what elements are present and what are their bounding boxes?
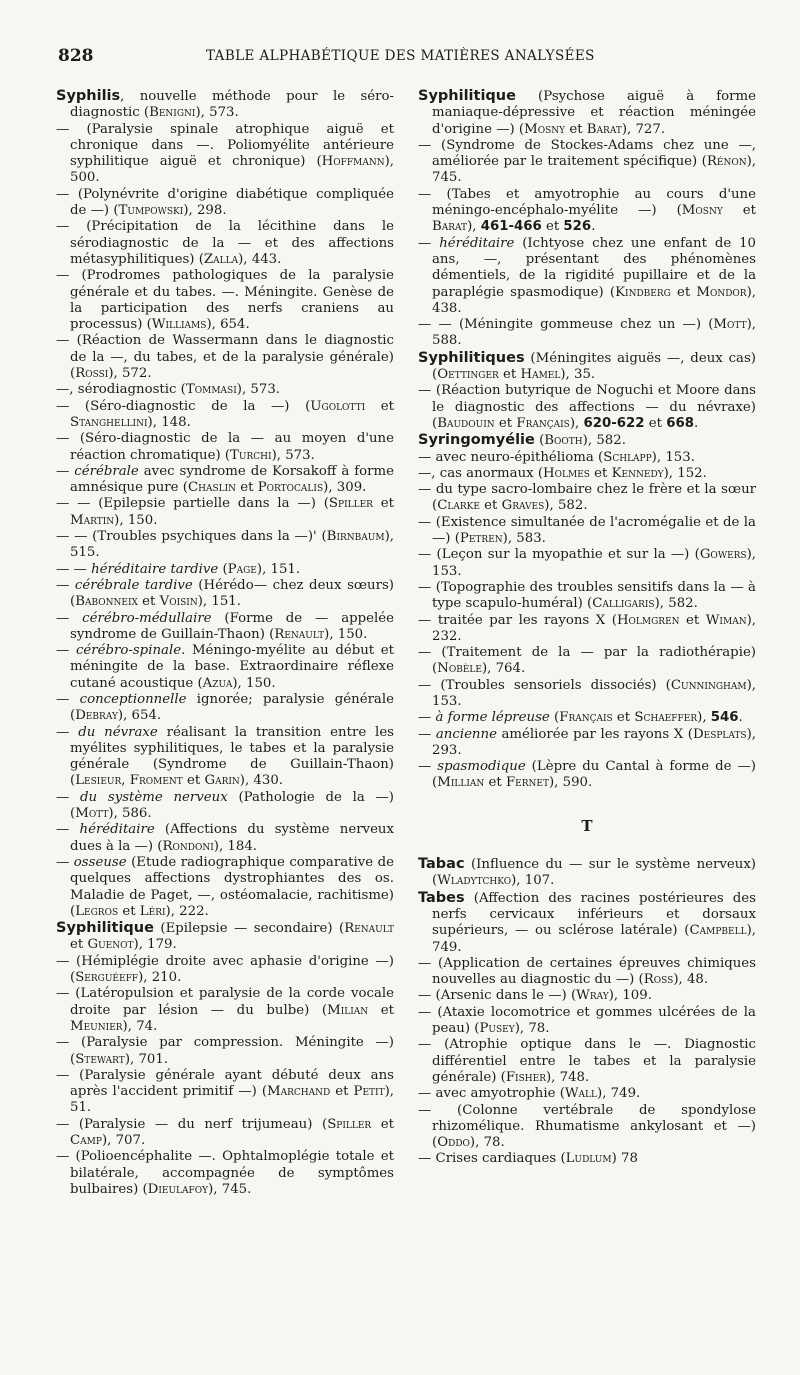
index-entry: — — héréditaire tardive (Page), 151.	[56, 561, 301, 577]
index-entry: — Crises cardiaques (Ludlum) 78	[418, 1151, 638, 1167]
index-entry: — avec neuro-épithélioma (Schlapp), 153.	[418, 449, 695, 465]
index-entry: — cérébro-spinale. Méningo-myélite au début et méningite de la base. Extraordinaire réflexe cutané acoustique (Azua), 150.	[56, 643, 394, 691]
index-entry: — traitée par les rayons X (Holmgren et Wiman), 232.	[418, 612, 756, 644]
index-entry: — (Paralysie par compression. Méningite —) (Stewart), 701.	[56, 1035, 394, 1067]
index-entry: Syphilitique (Psychose aiguë à forme maniaque-dépressive et réaction méningée d'origine —) (Mosny et Barat), 727.	[418, 88, 756, 137]
page-number: 828	[58, 46, 94, 66]
index-entry: — (Paralysie — du nerf trijumeau) (Spiller et Camp), 707.	[56, 1116, 394, 1148]
index-entry: — (Réaction de Wassermann dans le diagnostic de la —, du tabes, et de la paralysie générale) (Rossi), 572.	[56, 333, 394, 382]
index-entry: — à forme lépreuse (Français et Schaeffer), 546.	[418, 710, 743, 726]
index-entry: — (Hémiplégie droite avec aphasie d'origine —) (Serguéeff), 210.	[56, 953, 394, 986]
page-title: TABLE ALPHABÉTIQUE DES MATIÈRES ANALYSÉES	[206, 48, 595, 64]
index-entry: — (Ataxie locomotrice et gommes ulcérées de la peau) (Pusey), 78.	[418, 1004, 756, 1037]
index-entry: Syringomyélie (Booth), 582.	[418, 432, 626, 449]
index-entry: — ancienne améliorée par les rayons X (Desplats), 293.	[418, 726, 756, 758]
index-entry: — (Paralysie générale ayant débuté deux ans après l'accident primitif —) (Marchand et Petit), 51.	[56, 1067, 394, 1116]
index-entry: — (Application de certaines épreuves chimiques nouvelles au diagnostic du —) (Ross), 48.	[418, 955, 756, 988]
index-entry: — cérébrale avec syndrome de Korsakoff à forme amnésique pure (Chaslin et Portocalis), 309.	[56, 463, 394, 496]
index-entry: — du système nerveux (Pathologie de la —) (Mott), 586.	[56, 789, 394, 822]
index-entry: —, sérodiagnostic (Tommasi), 573.	[56, 382, 281, 398]
index-entry: — (Atrophie optique dans le —. Diagnostic différentiel entre le tabes et la paralysie générale) (Fisher), 748.	[418, 1037, 756, 1085]
index-entry: — spasmodique (Lèpre du Cantal à forme de —) (Millian et Fernet), 590.	[418, 759, 756, 791]
index-entry: — (Leçon sur la myopathie et sur la —) (Gowers), 153.	[418, 547, 756, 579]
index-entry: — (Polynévrite d'origine diabétique compliquée de —) (Tumpowski), 298.	[56, 186, 394, 219]
index-entry: — (Polioencéphalite —. Ophtalmoplégie totale et bilatérale, accompagnée de symptômes bulbaires) (Dieulafoy), 745.	[56, 1149, 394, 1197]
index-entry: — — (Méningite gommeuse chez un —) (Mott), 588.	[418, 317, 756, 349]
section-letter: T	[581, 816, 593, 835]
index-entry: — (Topographie des troubles sensitifs dans la — à type scapulo-huméral) (Calligaris), 582.	[418, 579, 756, 612]
index-entry: Syphilis, nouvelle méthode pour le séro-diagnostic (Benigni), 573.	[56, 88, 394, 121]
index-entry: — avec amyotrophie (Wall), 749.	[418, 1086, 641, 1102]
running-header	[58, 44, 604, 74]
index-entry: — — (Troubles psychiques dans la —)' (Birnbaum), 515.	[56, 529, 394, 561]
index-entry: — (Prodromes pathologiques de la paralysie générale et du tabes. —. Méningite. Genèse de la participation des nerfs craniens au processus) (Williams), 654.	[56, 268, 394, 333]
index-entry: — cérébrale tardive (Hérédo— chez deux sœurs) (Babonneix et Voisin), 151.	[56, 577, 394, 610]
index-entry: — (Traitement de la — par la radiothérapie) (Nobèle), 764.	[418, 645, 756, 677]
index-entry: — — (Epilepsie partielle dans la —) (Spiller et Martin), 150.	[56, 496, 394, 528]
index-entry: — héréditaire (Ichtyose chez une enfant de 10 ans, —, présentant des phénomènes démentiels, de la rigidité pupillaire et de la paraplégie spasmodique) (Kindberg et Mondor), 438.	[418, 235, 756, 316]
index-entry: —, cas anormaux (Holmes et Kennedy), 152.	[418, 465, 707, 481]
index-entry: — conceptionnelle ignorée; paralysie générale (Debray), 654.	[56, 691, 394, 724]
index-entry: — osseuse (Etude radiographique comparative de quelques affections dystrophiantes des os. Maladie de Paget, —, ostéomalacie, rachitisme) (Legros et Léri), 222.	[56, 854, 394, 919]
index-entry: — (Tabes et amyotrophie au cours d'une méningo-encéphalo-myélite —) (Mosny et Barat), 461-466 et 526.	[418, 186, 756, 235]
index-entry: — (Précipitation de la lécithine dans le sérodiagnostic de la — et des affections métasyphilitiques) (Zalla), 443.	[56, 219, 394, 267]
index-entry: — (Séro-diagnostic de la —) (Ugolotti et Stanghellini), 148.	[56, 398, 394, 430]
index-entry: — (Troubles sensoriels dissociés) (Cunningham), 153.	[418, 677, 756, 709]
index-entry: Syphilitiques (Méningites aiguës —, deux cas) (Oettinger et Hamel), 35.	[418, 349, 756, 383]
left-column	[56, 88, 394, 1198]
index-entry: — (Séro-diagnostic de la — au moyen d'une réaction chromatique) (Turchi), 573.	[56, 431, 394, 463]
index-entry: Tabac (Influence du — sur le système nerveux) (Wladytchko), 107.	[418, 856, 756, 889]
index-entry: — (Syndrome de Stockes-Adams chez une —, améliorée par le traitement spécifique) (Rénon), 745.	[418, 137, 756, 186]
index-entry: Tabes (Affection des racines postérieures des nerfs cervicaux inférieurs et dorsaux supérieurs, — ou sclérose latérale) (Campbell), 749.	[418, 889, 756, 955]
index-entry: — cérébro-médullaire (Forme de — appelée syndrome de Guillain-Thaon) (Renault), 150.	[56, 610, 395, 642]
right-column	[418, 88, 756, 1168]
index-entry: — (Colonne vertébrale de spondylose rhizomélique. Rhumatisme ankylosant et —) (Oddo), 78.	[418, 1102, 756, 1151]
index-entry: — (Réaction butyrique de Noguchi et Moore dans le diagnostic des affections — du névraxe) (Baudouin et Français), 620-622 et 668.	[418, 383, 756, 431]
index-entry: — du névraxe réalisant la transition entre les myélites syphilitiques, le tabes et la paralysie générale (Syndrome de Guillain-Thaon) (Lesieur, Froment et Garin), 430.	[56, 724, 395, 789]
index-entry: — (Existence simultanée de l'acromégalie et de la —) (Petren), 583.	[418, 514, 756, 547]
index-entry: — (Arsenic dans le —) (Wray), 109.	[418, 988, 652, 1004]
index-entry: Syphilitique (Epilepsie — secondaire) (Renault et Guenot), 179.	[56, 920, 394, 953]
index-entry: — (Paralysie spinale atrophique aiguë et chronique dans —. Poliomyélite antérieure syphilitique aiguë et chronique) (Hoffmann), 500.	[56, 121, 394, 186]
index-entry: — héréditaire (Affections du système nerveux dues à la —) (Rondoni), 184.	[56, 822, 394, 854]
index-entry: — (Latéropulsion et paralysie de la corde vocale droite par lésion — du bulbe) (Milian et Meunier), 74.	[56, 986, 394, 1034]
index-entry: — du type sacro-lombaire chez le frère et la sœur (Clarke et Graves), 582.	[418, 482, 756, 514]
